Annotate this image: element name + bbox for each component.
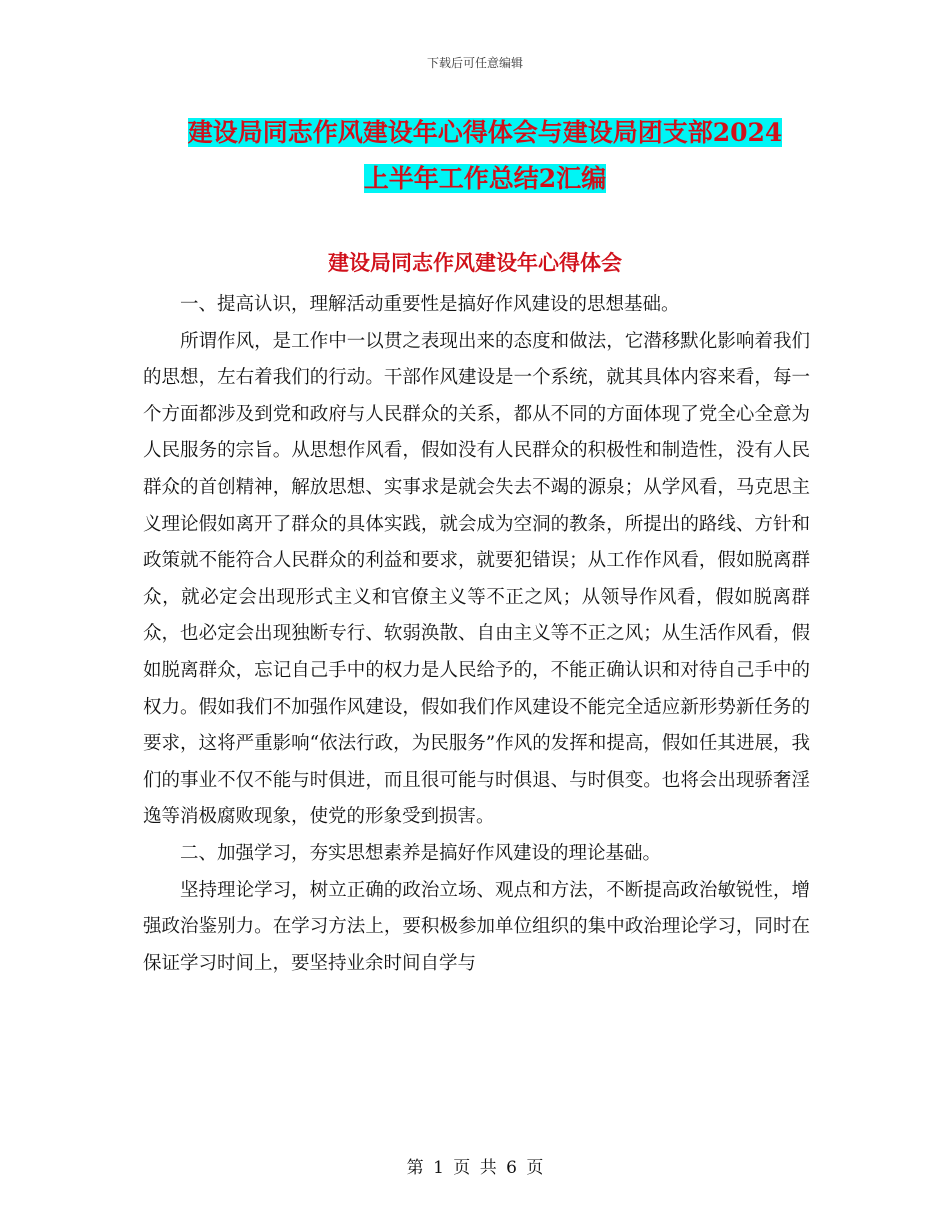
document-title — [140, 110, 830, 202]
page-number-footer: 第 1 页 共 6 页 — [406, 1158, 544, 1178]
header-note: 下载后可任意编辑 — [426, 56, 523, 70]
document-title-line-2: 上半年工作总结2汇编 — [363, 164, 607, 193]
section-title: 建设局同志作风建设年心得体会 — [328, 250, 622, 275]
paragraph: 一、提高认识，理解活动重要性是搞好作风建设的思想基础。 — [180, 294, 680, 315]
paragraph: 二、加强学习，夯实思想素养是搞好作风建设的理论基础。 — [180, 842, 662, 864]
paragraph: 所谓作风，是工作中一以贯之表现出来的态度和做法，它潜移默化影响着我们的思想，左右着我们的行动。干部作风建设是一个系统，就其具体内容来看，每一个方面都涉及到党和政府与人民群众的关系，都从不同的方面体现了党全心全意为人民服务的宗旨。从思想作风看，假如没有人民群众的积极性和制造性，没有人民群众的首创精神，解放思想、实事求是就会失去不竭的源泉；从学风看，马克思主义理论假如离开了群众的具体实践，就会成为空洞的教条，所提出的路线、方针和政策就不能符合人民群众的利益和要求，就要犯错误；从工作作风看，假如脱离群众，就必定会出现形式主义和官僚主义等不正之风；从领导作风看，假如脱离群众，也必定会出现独断专行、软弱涣散、自由主义等不正之风；从生活作风看，假如脱离群众，忘记自己手中的权力是人民给予的，不能正确认识和对待自己手中的权力。假如我们不加强作风建设，假如我们作风建设不能完全适应新形势新任务的要求，这将严重影响“依法行政，为民服务”作风的发挥和提高，假如任其进展，我们的事业不仅不能与时俱进，而且很可能与时俱退、与时俱变。也将会出现骄奢淫逸等消极腐败现象，使党的形象受到损害。 — [143, 330, 810, 828]
body-text — [143, 287, 810, 982]
document-title-line-1: 建设局同志作风建设年心得体会与建设局团支部2024 — [187, 118, 783, 147]
paragraph: 坚持理论学习，树立正确的政治立场、观点和方法，不断提高政治敏锐性，增强政治鉴别力。在学习方法上，要积极参加单位组织的集中政治理论学习，同时在保证学习时间上，要坚持业余时间自学与 — [143, 879, 810, 974]
